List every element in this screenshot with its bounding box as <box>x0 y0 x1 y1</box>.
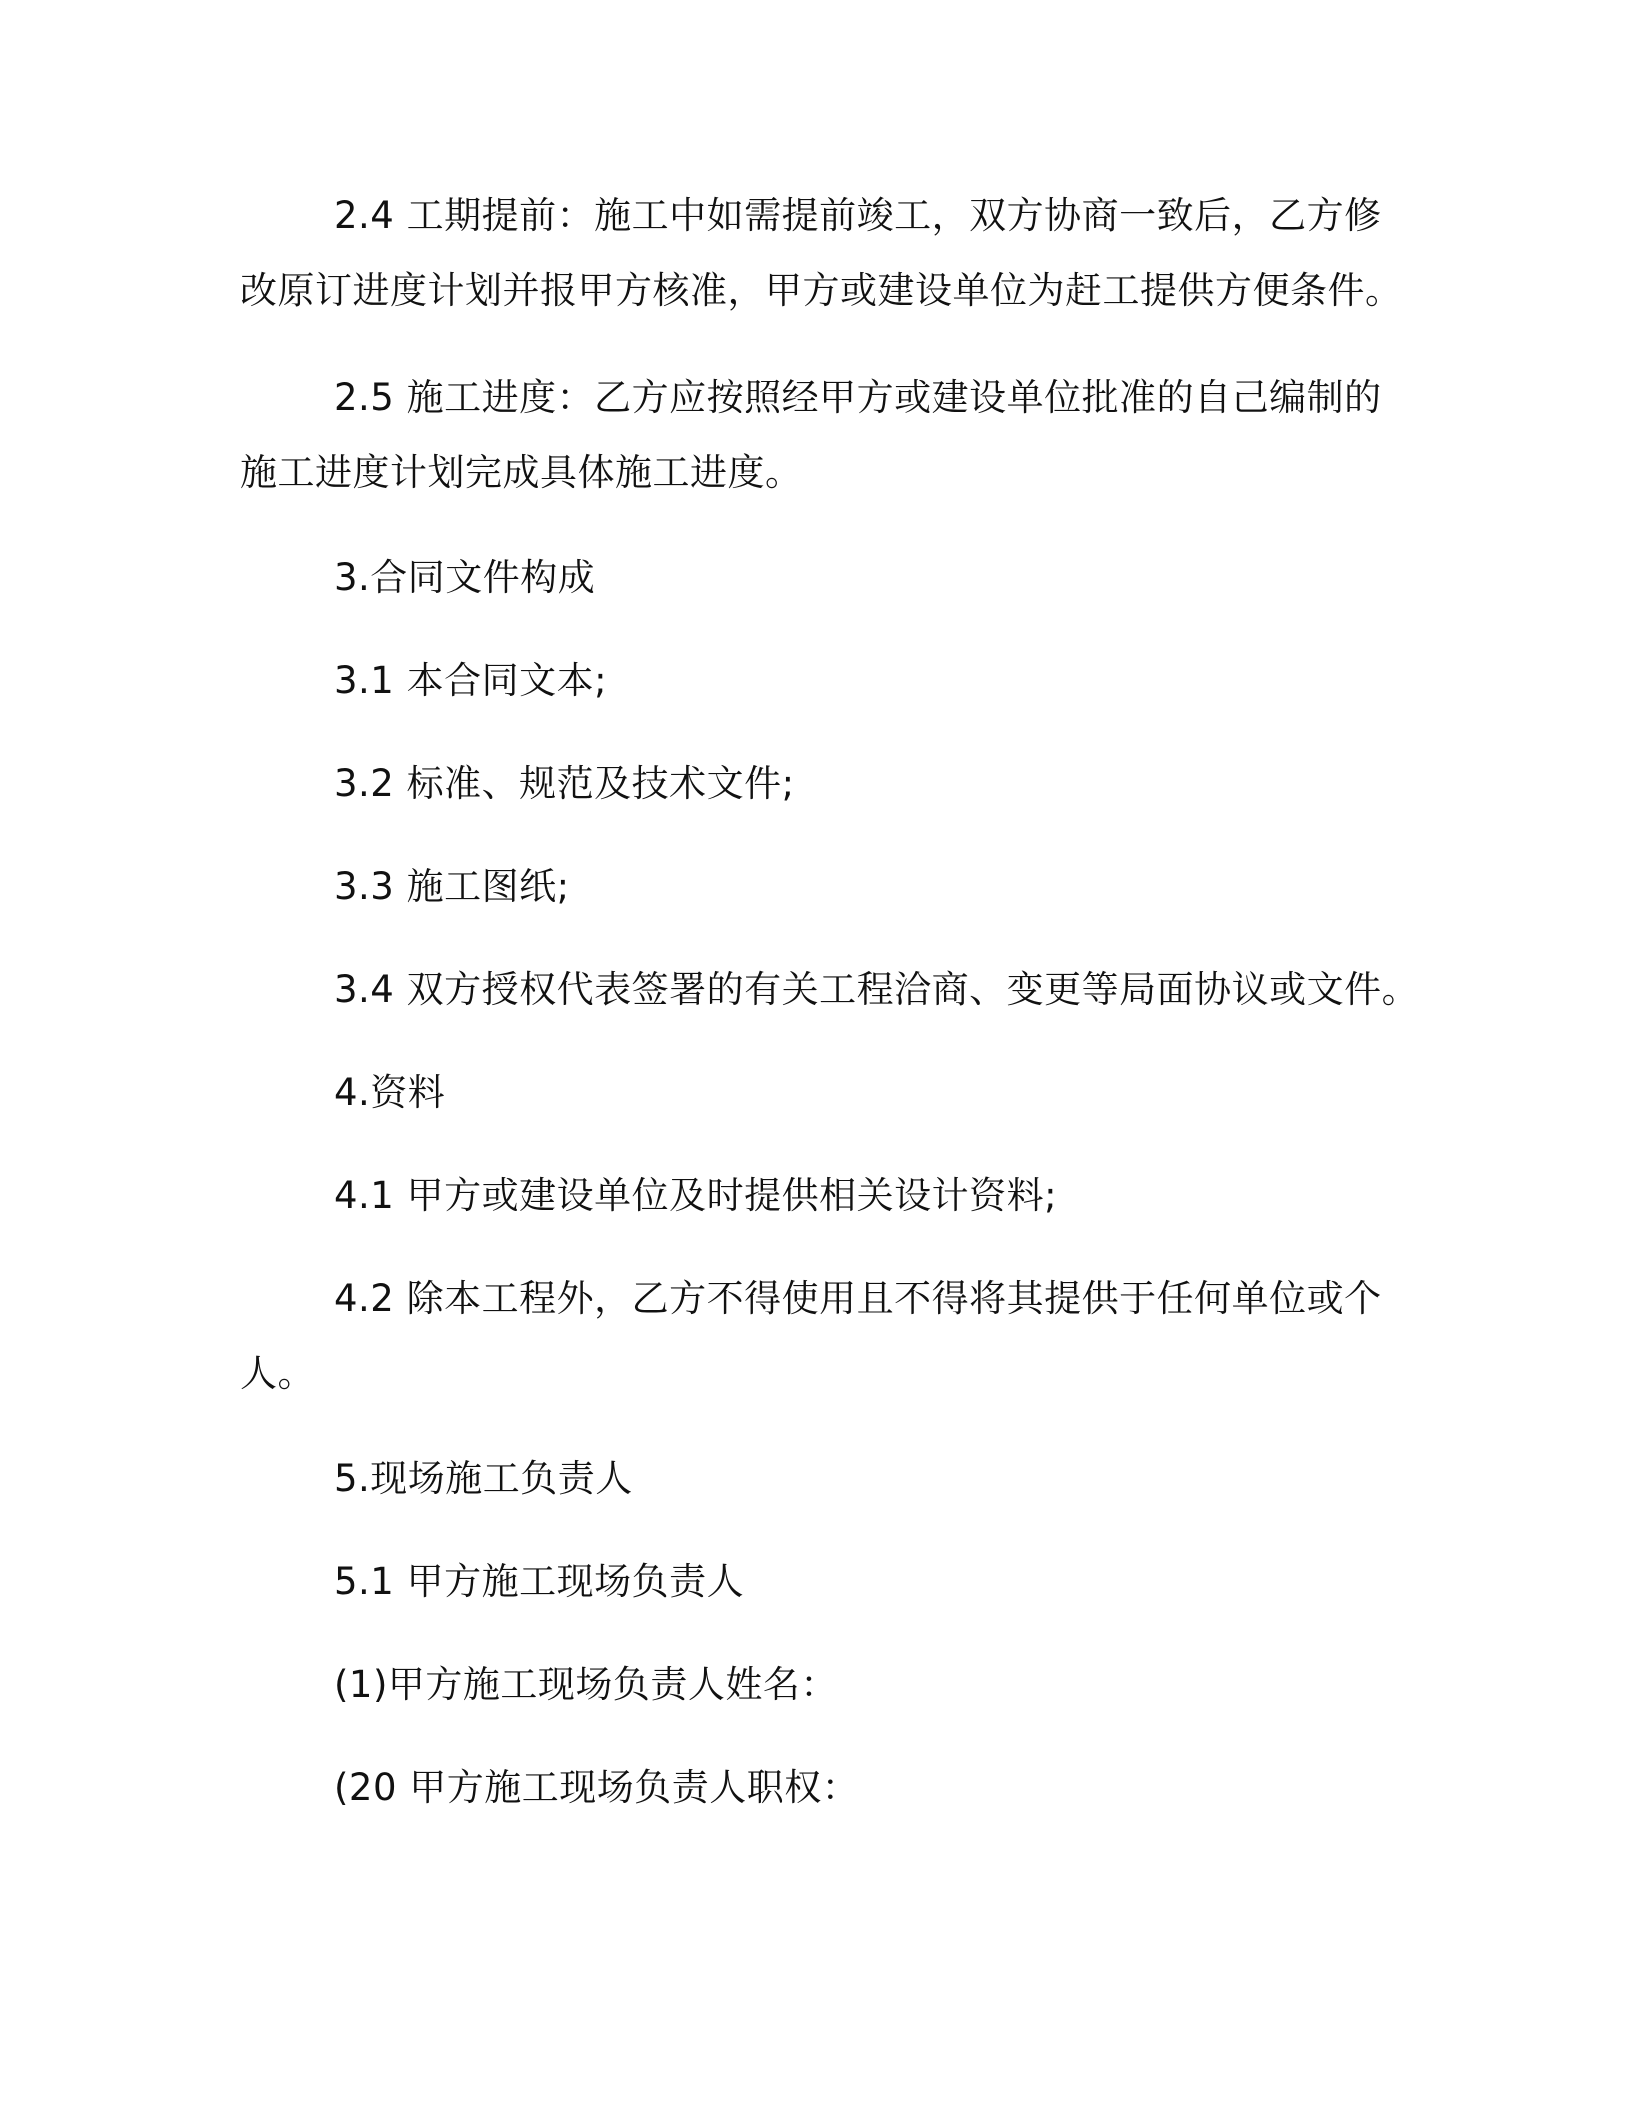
text-line: 2.5 施工进度：乙方应按照经甲方或建设单位批准的自己编制的 <box>334 376 1382 419</box>
text-line: 施工进度计划完成具体施工进度。 <box>240 451 803 494</box>
text-line: 3.4 双方授权代表签署的有关工程洽商、变更等局面协议或文件。 <box>334 968 1420 1011</box>
paragraph-5-1-2 <box>240 1750 1400 1825</box>
paragraph-4-2 <box>240 1261 1400 1411</box>
text-line: 4.资料 <box>334 1071 446 1114</box>
heading-4 <box>240 1055 1400 1130</box>
paragraph-3-2 <box>240 746 1400 821</box>
paragraph-3-3 <box>240 849 1400 924</box>
paragraph-2-4 <box>240 178 1403 328</box>
text-line: 改原订进度计划并报甲方核准，甲方或建设单位为赶工提供方便条件。 <box>240 269 1403 312</box>
text-line: 3.1 本合同文本; <box>334 659 608 702</box>
paragraph-4-1 <box>240 1158 1400 1233</box>
text-line: 4.2 除本工程外，乙方不得使用且不得将其提供于任何单位或个 <box>334 1277 1382 1320</box>
text-line: 4.1 甲方或建设单位及时提供相关设计资料; <box>334 1174 1058 1217</box>
text-line: 5.现场施工负责人 <box>334 1457 633 1500</box>
heading-5 <box>240 1441 1400 1516</box>
paragraph-5-1 <box>240 1544 1400 1619</box>
text-line: (1)甲方施工现场负责人姓名： <box>334 1663 838 1706</box>
text-line: 3.2 标准、规范及技术文件; <box>334 762 795 805</box>
paragraph-5-1-1 <box>240 1647 1400 1722</box>
paragraph-3-1 <box>240 643 1400 718</box>
paragraph-2-5 <box>240 360 1400 510</box>
text-line: 2.4 工期提前：施工中如需提前竣工，双方协商一致后，乙方修 <box>334 194 1382 237</box>
text-line: 3.合同文件构成 <box>334 556 596 599</box>
heading-3 <box>240 540 1400 615</box>
text-line: 5.1 甲方施工现场负责人 <box>334 1560 745 1603</box>
text-line: (20 甲方施工现场负责人职权： <box>334 1766 860 1809</box>
text-line: 3.3 施工图纸; <box>334 865 570 908</box>
text-line: 人。 <box>240 1352 315 1395</box>
paragraph-3-4 <box>240 952 1420 1027</box>
